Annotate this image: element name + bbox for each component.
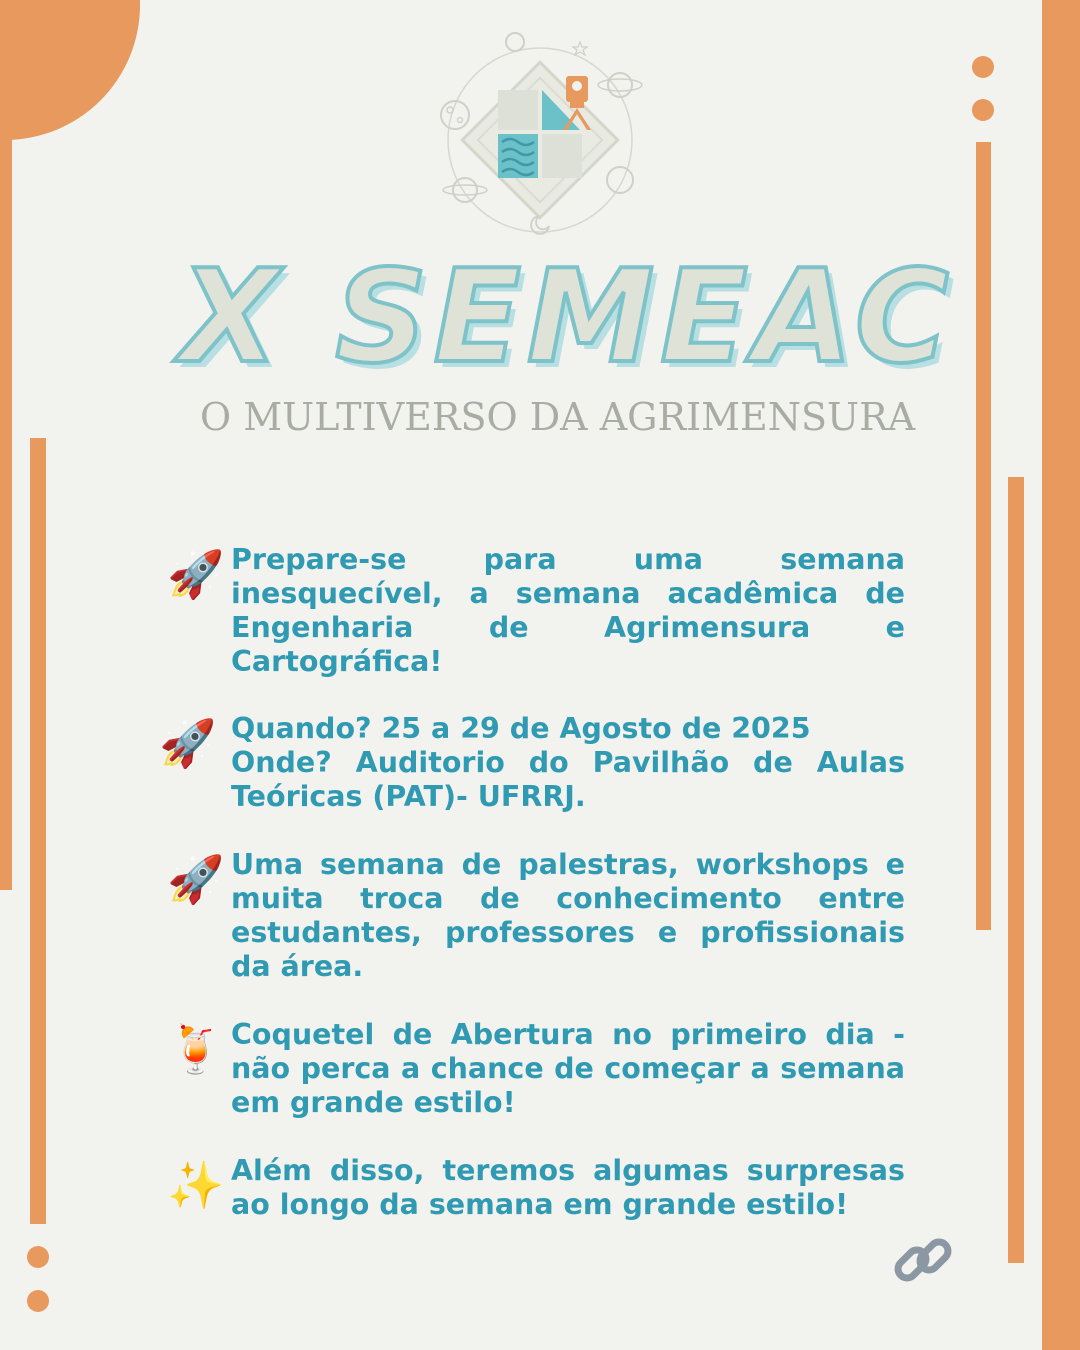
where-line: Onde? Auditorio do Pavilhão de Aulas Teóricas (PAT)- UFRRJ. — [231, 746, 905, 813]
sparkles-icon: ✨ — [167, 1158, 225, 1212]
info-block-cocktail — [165, 1018, 905, 1120]
info-block-when-where — [159, 712, 905, 814]
info-block-intro — [165, 543, 905, 679]
info-text — [231, 712, 905, 814]
event-subtitle: O MULTIVERSO DA AGRIMENSURA — [200, 395, 916, 439]
corner-circle-decoration — [0, 0, 140, 140]
left-dot-top — [27, 1246, 49, 1268]
right-vertical-bar-lower — [1008, 477, 1024, 1263]
right-edge-bar — [1042, 0, 1080, 1350]
when-line: Quando? 25 a 29 de Agosto de 2025 — [231, 712, 811, 745]
info-block-activities — [165, 848, 905, 984]
left-vertical-bar — [30, 438, 46, 1224]
rocket-icon: 🚀 — [167, 852, 225, 906]
rocket-icon: 🚀 — [167, 547, 225, 601]
info-text: Coquetel de Abertura no primeiro dia - não perca a chance de começar a semana em grande estilo! — [231, 1018, 905, 1119]
event-title: X SEMEAC — [180, 243, 955, 392]
right-dot-bottom — [972, 99, 994, 121]
cocktail-icon: 🍹 — [167, 1022, 225, 1076]
info-text: Além disso, teremos algumas surpresas ao longo da semana em grande estilo! — [231, 1154, 905, 1221]
info-text: Prepare-se para uma semana inesquecível, a semana acadêmica de Engenharia de Agrimensura e Cartográfica! — [231, 543, 905, 678]
info-text: Uma semana de palestras, workshops e muita troca de conhecimento entre estudantes, professores e profissionais da área. — [231, 848, 905, 983]
right-vertical-bar-upper — [976, 142, 991, 930]
rocket-icon: 🚀 — [159, 716, 217, 770]
right-dot-top — [972, 56, 994, 78]
left-edge-bar — [0, 0, 12, 890]
info-block-surprises — [165, 1154, 905, 1222]
link-icon[interactable] — [888, 1225, 958, 1295]
left-dot-bottom — [27, 1290, 49, 1312]
event-logo-emblem — [430, 30, 650, 240]
